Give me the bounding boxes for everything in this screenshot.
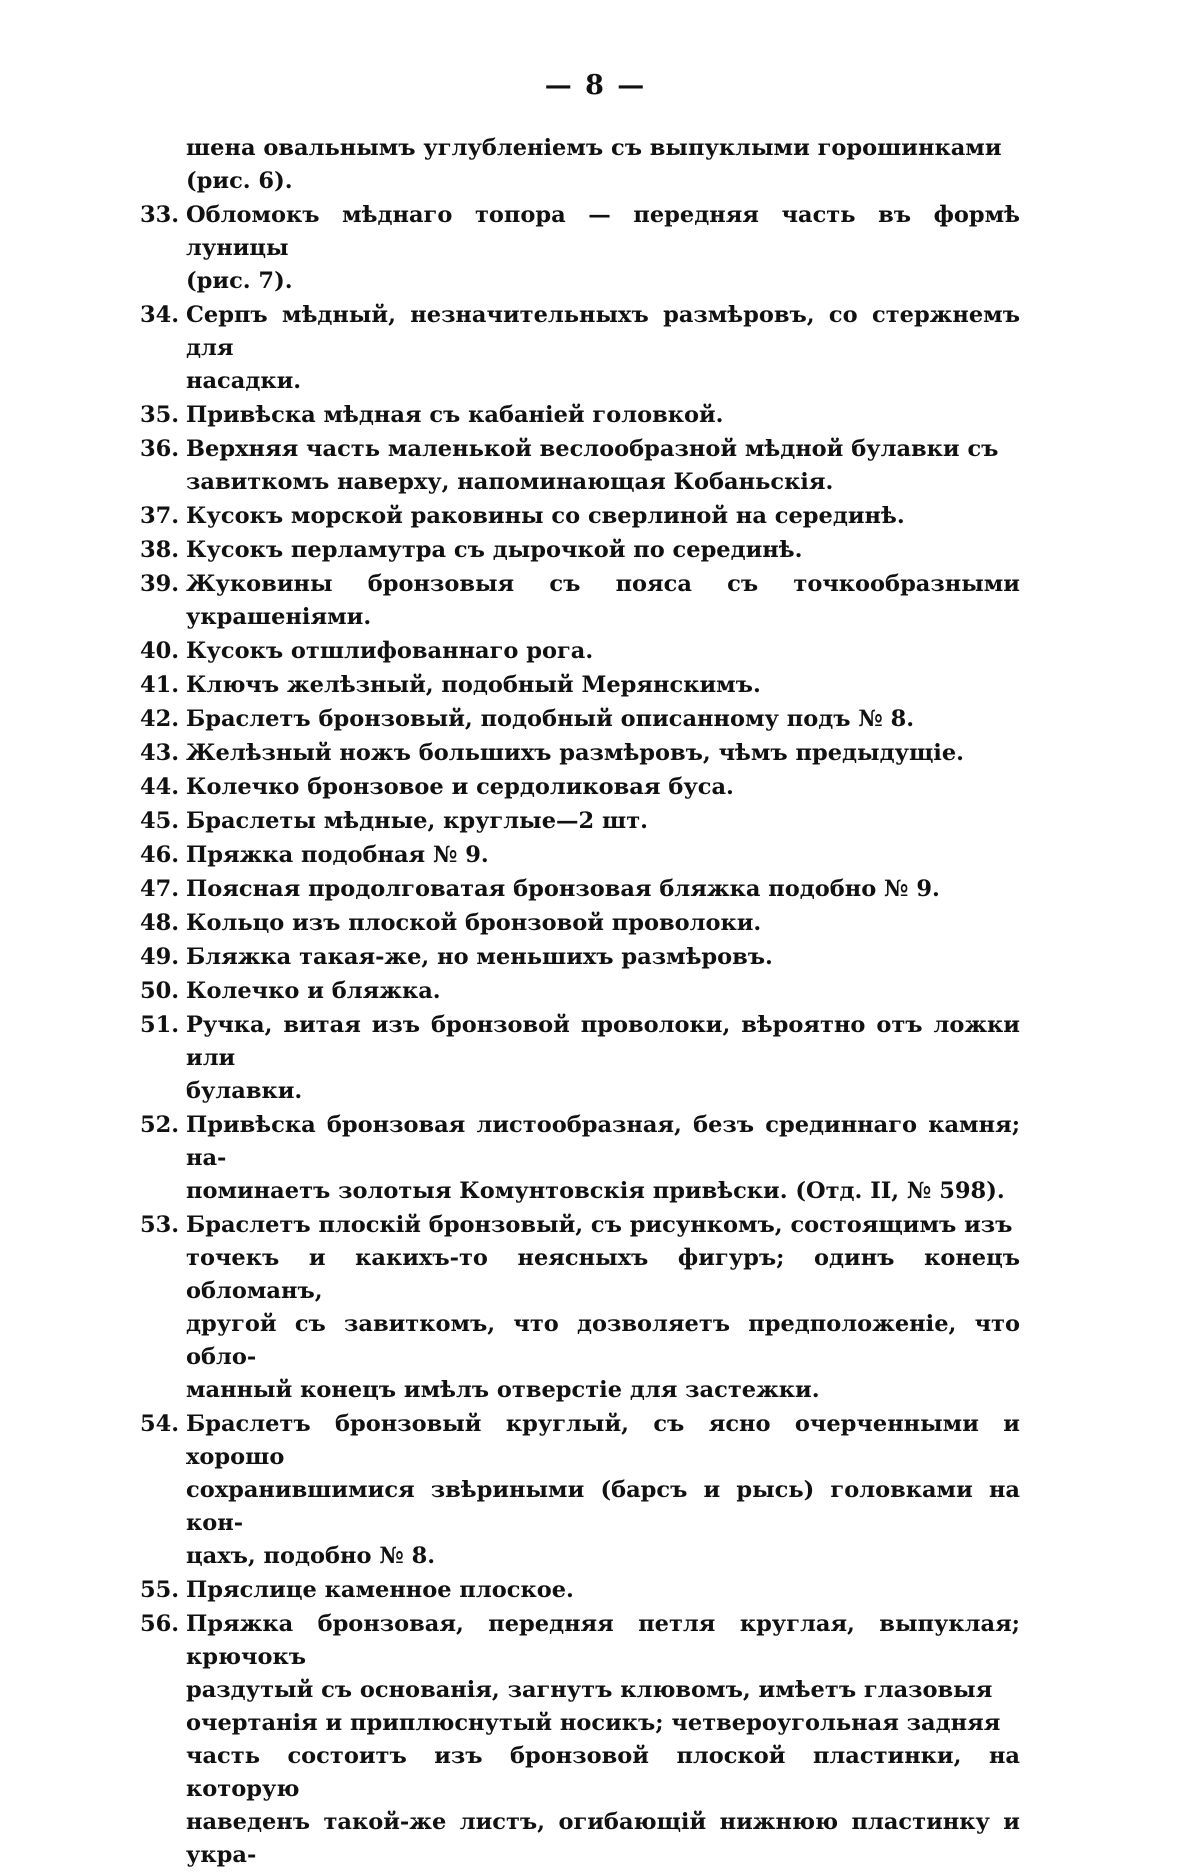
catalog-list (140, 132, 1020, 1873)
entry-number: 52. (140, 1112, 180, 1138)
entry-number: 50. (140, 978, 180, 1004)
catalog-entry (140, 568, 1020, 634)
catalog-entry (140, 907, 1020, 940)
entry-number: 33. (140, 202, 180, 228)
catalog-entry (140, 199, 1020, 298)
entry-text: Пряжка подобная № 9. (186, 842, 489, 868)
entry-text: Кусокъ морской раковины со сверлиной на серединѣ. (186, 503, 905, 529)
entry-number: 45. (140, 808, 180, 834)
entry-number: 55. (140, 1577, 180, 1603)
entry-text: Жуковины бронзовыя съ пояса съ точкообразными украшеніями. (186, 571, 1020, 630)
catalog-entry (140, 635, 1020, 668)
catalog-entry (140, 534, 1020, 567)
entry-number: 47. (140, 876, 180, 902)
catalog-entry (140, 1009, 1020, 1108)
catalog-entry (140, 839, 1020, 872)
entry-number: 49. (140, 944, 180, 970)
entry-text: Браслетъ бронзовый, подобный описанному подъ № 8. (186, 706, 915, 732)
entry-text: Серпъ мѣдный, незначительныхъ размѣровъ, со стержнемъ для насадки. (186, 302, 1020, 394)
entry-text: Колечко и бляжка. (186, 978, 441, 1004)
entry-number: 54. (140, 1411, 180, 1437)
catalog-entry (140, 737, 1020, 770)
entry-text: Ключъ желѣзный, подобный Мерянскимъ. (186, 672, 761, 698)
entry-number: 42. (140, 706, 180, 732)
entry-number: 41. (140, 672, 180, 698)
entry-number: 51. (140, 1012, 180, 1038)
entry-text: Верхняя часть маленькой веслообразной мѣдной булавки съ завиткомъ наверху, напоминающая Кобаньскія. (186, 436, 999, 495)
entry-text: Привѣска мѣдная съ кабаніей головкой. (186, 402, 724, 428)
catalog-entry (140, 703, 1020, 736)
entry-text: Пряжка бронзовая, передняя петля круглая, выпуклая; крючокъ раздутый съ основанія, загнутъ клювомъ, имѣетъ глазовыя очертанія и приплюснутый носикъ; четвероугольная задняя часть состоитъ изъ бронзовой плоской пластинки, на которую наведенъ такой-же листъ, огибающій нижнюю пластинку и укра- (186, 1611, 1020, 1868)
entry-number: 43. (140, 740, 180, 766)
entry-number: 34. (140, 302, 180, 328)
catalog-entry (140, 669, 1020, 702)
entry-number: 38. (140, 537, 180, 563)
catalog-entry (140, 500, 1020, 533)
entry-text: Ручка, витая изъ бронзовой проволоки, вѣроятно отъ ложки или булавки. (186, 1012, 1020, 1104)
catalog-entry (140, 975, 1020, 1008)
catalog-entry (140, 433, 1020, 499)
catalog-entry (140, 299, 1020, 398)
catalog-entry (140, 941, 1020, 974)
catalog-entry (140, 1574, 1020, 1607)
catalog-entry (140, 399, 1020, 432)
entry-text: Поясная продолговатая бронзовая бляжка подобно № 9. (186, 876, 940, 902)
entry-number: 44. (140, 774, 180, 800)
entry-number: 37. (140, 503, 180, 529)
catalog-entry (140, 132, 1020, 198)
entry-text: Пряслице каменное плоское. (186, 1577, 574, 1603)
catalog-entry (140, 1608, 1020, 1872)
catalog-entry (140, 873, 1020, 906)
entry-text: Кольцо изъ плоской бронзовой проволоки. (186, 910, 762, 936)
entry-text: Желѣзный ножъ большихъ размѣровъ, чѣмъ предыдущіе. (186, 740, 965, 766)
catalog-entry (140, 805, 1020, 838)
entry-text: Бляжка такая-же, но меньшихъ размѣровъ. (186, 944, 773, 970)
entry-number: 35. (140, 402, 180, 428)
entry-text: Браслетъ плоскій бронзовый, съ рисункомъ, состоящимъ изъ точекъ и какихъ-то неясныхъ фигуръ; одинъ конецъ обломанъ, другой съ завиткомъ, что дозволяетъ предположеніе, что обло- манный конецъ имѣлъ отверстіе для застежки. (186, 1212, 1020, 1403)
entry-number: 48. (140, 910, 180, 936)
entry-number: 56. (140, 1611, 180, 1637)
catalog-entry (140, 1109, 1020, 1208)
entry-text: Браслеты мѣдные, круглые—2 шт. (186, 808, 648, 834)
entry-text: Кусокъ отшлифованнаго рога. (186, 638, 594, 664)
entry-text: Кусокъ перламутра съ дырочкой по серединѣ. (186, 537, 803, 563)
entry-text: Обломокъ мѣднаго топора — передняя часть въ формѣ луницы (рис. 7). (186, 202, 1020, 294)
entry-text: Колечко бронзовое и сердоликовая буса. (186, 774, 734, 800)
entry-number: 39. (140, 571, 180, 597)
entry-text: шена овальнымъ углубленіемъ съ выпуклыми горошинками (рис. 6). (186, 135, 1002, 194)
catalog-entry (140, 1408, 1020, 1573)
entry-text: Браслетъ бронзовый круглый, съ ясно очерченными и хорошо сохранившимися звѣриными (барсъ и рысь) головками на кон- цахъ, подобно № 8. (186, 1411, 1020, 1569)
catalog-entry (140, 771, 1020, 804)
entry-number: 46. (140, 842, 180, 868)
catalog-entry (140, 1209, 1020, 1407)
page-number: — 8 — (544, 70, 647, 101)
entry-text: Привѣска бронзовая листообразная, безъ срединнаго камня; на- поминаетъ золотыя Комунтовскія привѣски. (Отд. II, № 598). (186, 1112, 1020, 1204)
entry-number: 53. (140, 1212, 180, 1238)
entry-number: 40. (140, 638, 180, 664)
entry-number: 36. (140, 436, 180, 462)
